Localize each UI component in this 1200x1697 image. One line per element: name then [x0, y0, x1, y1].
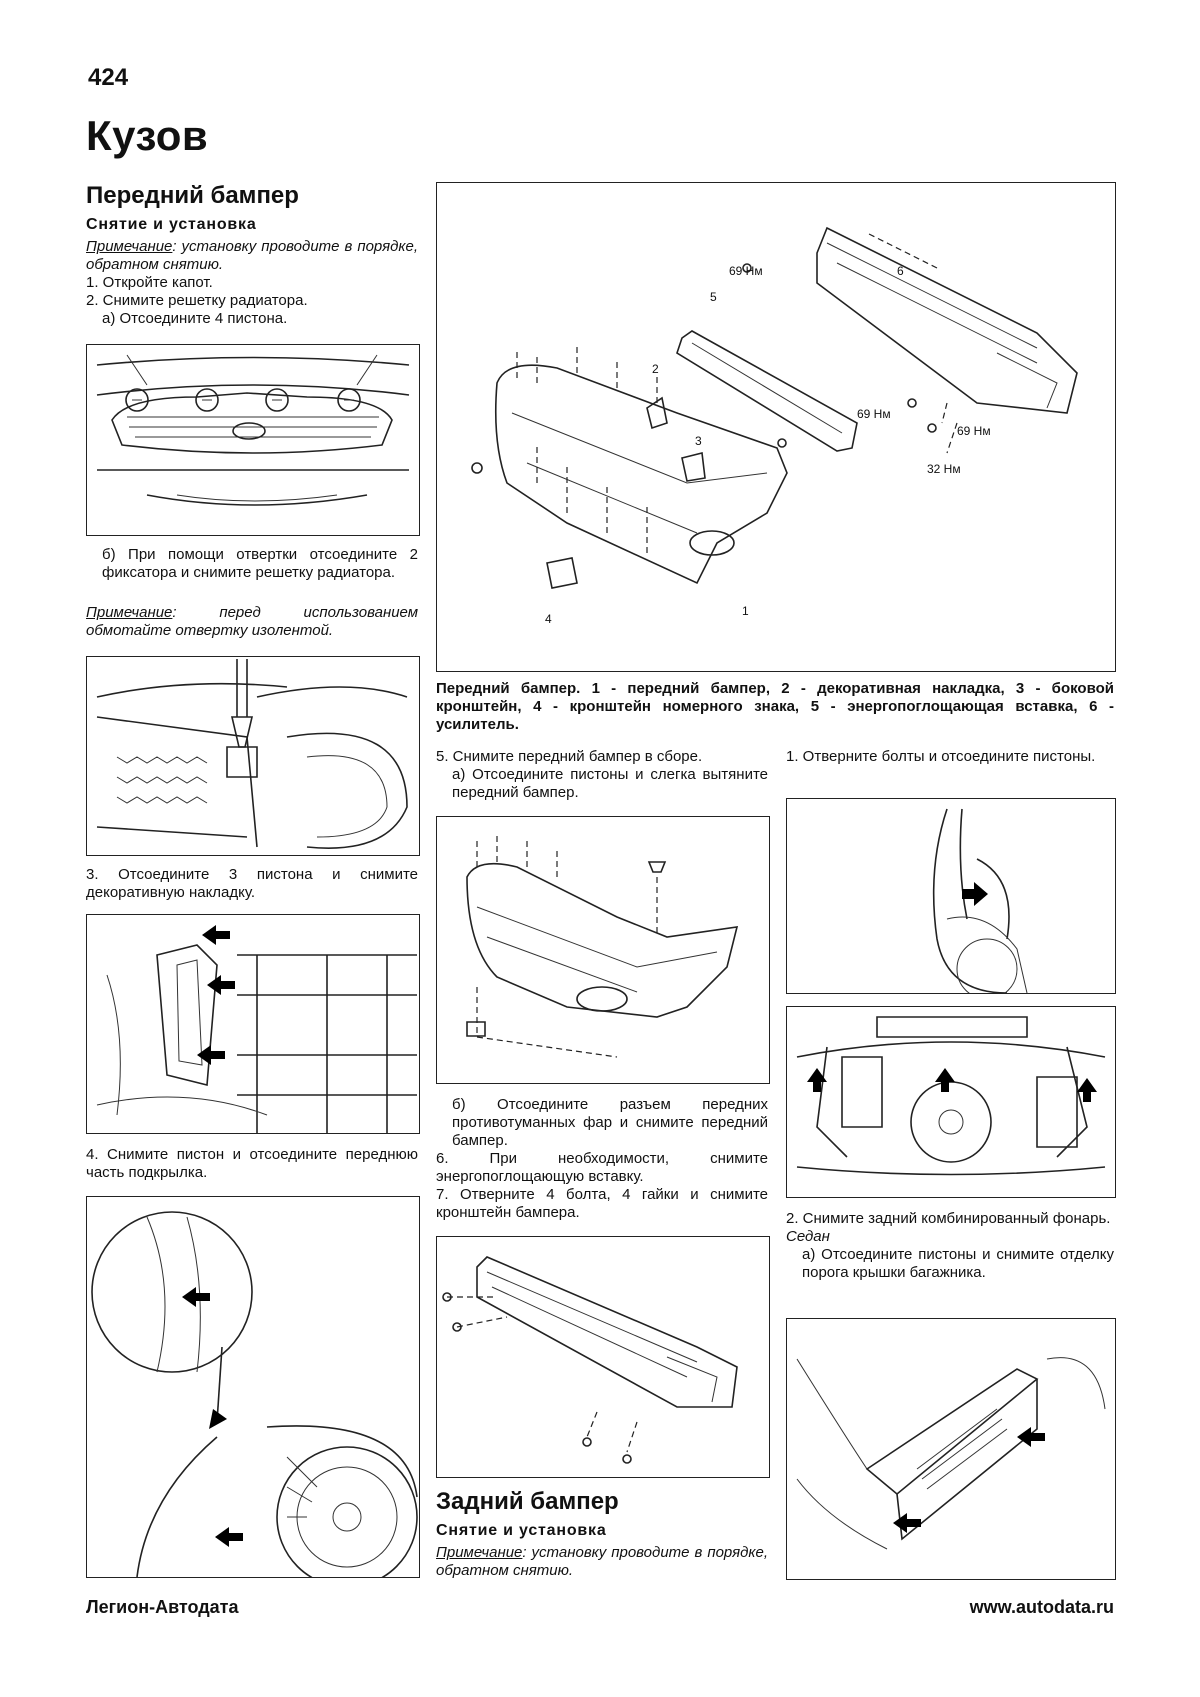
rear-bumper-section — [436, 1488, 768, 1580]
torque-label-2: 69 Нм — [857, 407, 891, 421]
grille-clip-drawing — [87, 657, 419, 855]
step-7: 7. Отверните 4 болта, 4 гайки и снимите кронштейн бампера. — [436, 1186, 768, 1221]
front-bumper-exploded-drawing — [437, 183, 1115, 671]
middle-column-steps — [436, 1096, 768, 1222]
step-3: 3. Отсоедините 3 пистона и снимите декоративную накладку. — [86, 866, 418, 901]
step-4: 4. Снимите пистон и отсоедините переднюю часть подкрылка. — [86, 1146, 418, 1181]
middle-column-step5 — [436, 748, 768, 802]
figure-bumper-bracket — [436, 1236, 770, 1478]
step-5b: б) Отсоедините разъем передних противотуманных фар и снимите передний бампер. — [452, 1096, 768, 1149]
figure-front-bumper-exploded — [436, 182, 1116, 672]
figure-trunk-sill — [786, 1318, 1116, 1580]
label-6: 6 — [897, 264, 904, 278]
note-label: Примечание — [86, 238, 173, 255]
main-figure-caption: Передний бампер. 1 - передний бампер, 2 - декоративная накладка, 3 - боковой кронштейн, 4 - кронштейн номерного знака, 5 - энергопоглощающая вставка, 6 - усилитель. — [436, 680, 1114, 733]
arrow-icon — [935, 1068, 955, 1092]
label-4: 4 — [545, 612, 552, 626]
fender-liner-drawing — [87, 1197, 419, 1577]
step-2a: а) Отсоедините 4 пистона. — [102, 310, 288, 327]
arrow-icon — [893, 1513, 921, 1533]
torque-label-1: 69 Нм — [729, 264, 763, 278]
right-step-2: 2. Снимите задний комбинированный фонарь. — [786, 1210, 1111, 1227]
sedan-label: Седан — [786, 1228, 830, 1245]
arrow-icon — [1017, 1427, 1045, 1447]
label-1: 1 — [742, 604, 749, 618]
figure-radiator-grille — [86, 344, 420, 536]
step-6: 6. При необходимости, снимите энергопоглощающую вставку. — [436, 1150, 768, 1185]
figure-trim-clips — [86, 914, 420, 1134]
footer-website[interactable]: www.autodata.ru — [969, 1597, 1114, 1617]
bumper-assembly-drawing — [437, 817, 769, 1083]
wheel-arch-drawing — [787, 799, 1115, 993]
right-step-2a: а) Отсоедините пистоны и снимите отделку порога крышки багажника. — [802, 1246, 1114, 1281]
note2-label: Примечание — [86, 604, 173, 621]
section-title: Кузов — [86, 112, 209, 159]
rear-bumper-note — [436, 1544, 768, 1580]
rear-note-text: : установку проводите в порядке, обратном снятию. — [436, 1544, 768, 1579]
bumper-bracket-drawing — [437, 1237, 769, 1477]
right-step-1: 1. Отверните болты и отсоедините пистоны. — [786, 748, 1096, 765]
step-1: 1. Откройте капот. — [86, 274, 213, 291]
rear-bumper-heading: Задний бампер — [436, 1488, 619, 1515]
torque-label-3: 69 Нм — [957, 424, 991, 438]
step-5a: а) Отсоедините пистоны и слегка вытяните передний бампер. — [452, 766, 768, 801]
label-2: 2 — [652, 362, 659, 376]
label-3: 3 — [695, 434, 702, 448]
front-bumper-intro — [86, 182, 418, 328]
right-column-steps — [786, 1210, 1114, 1282]
arrow-icon — [215, 1527, 243, 1547]
radiator-grille-drawing — [87, 345, 419, 535]
step-2b: б) При помощи отвертки отсоедините 2 фиксатора и снимите решетку радиатора. — [102, 546, 418, 581]
rear-note-label: Примечание — [436, 1544, 523, 1561]
figure-taillight-clips — [786, 1006, 1116, 1198]
arrow-icon — [207, 975, 235, 995]
figure-bumper-assembly — [436, 816, 770, 1084]
rear-bumper-subheading: Снятие и установка — [436, 1522, 607, 1539]
arrow-icon — [962, 882, 988, 906]
page-number: 424 — [88, 64, 129, 91]
front-bumper-heading: Передний бампер — [86, 182, 299, 209]
note-screwdriver — [86, 604, 418, 640]
torque-label-4: 32 Нм — [927, 462, 961, 476]
label-5: 5 — [710, 290, 717, 304]
taillight-clips-drawing — [787, 1007, 1115, 1197]
note-text: : установку проводите в порядке, обратном снятию. — [86, 238, 418, 273]
note2-text: : перед использованием обмотайте отвертку изолентой. — [86, 604, 418, 639]
arrow-icon — [182, 1287, 210, 1307]
figure-fender-liner — [86, 1196, 420, 1578]
step-5: 5. Снимите передний бампер в сборе. — [436, 748, 703, 765]
step-2: 2. Снимите решетку радиатора. — [86, 292, 308, 309]
front-bumper-note — [86, 238, 418, 274]
trim-clips-drawing — [87, 915, 419, 1133]
front-bumper-subheading: Снятие и установка — [86, 216, 257, 233]
trunk-sill-drawing — [787, 1319, 1115, 1579]
arrow-icon — [202, 925, 230, 945]
footer-publisher: Легион-Автодата — [86, 1597, 239, 1617]
figure-grille-clip — [86, 656, 420, 856]
figure-wheel-arch — [786, 798, 1116, 994]
